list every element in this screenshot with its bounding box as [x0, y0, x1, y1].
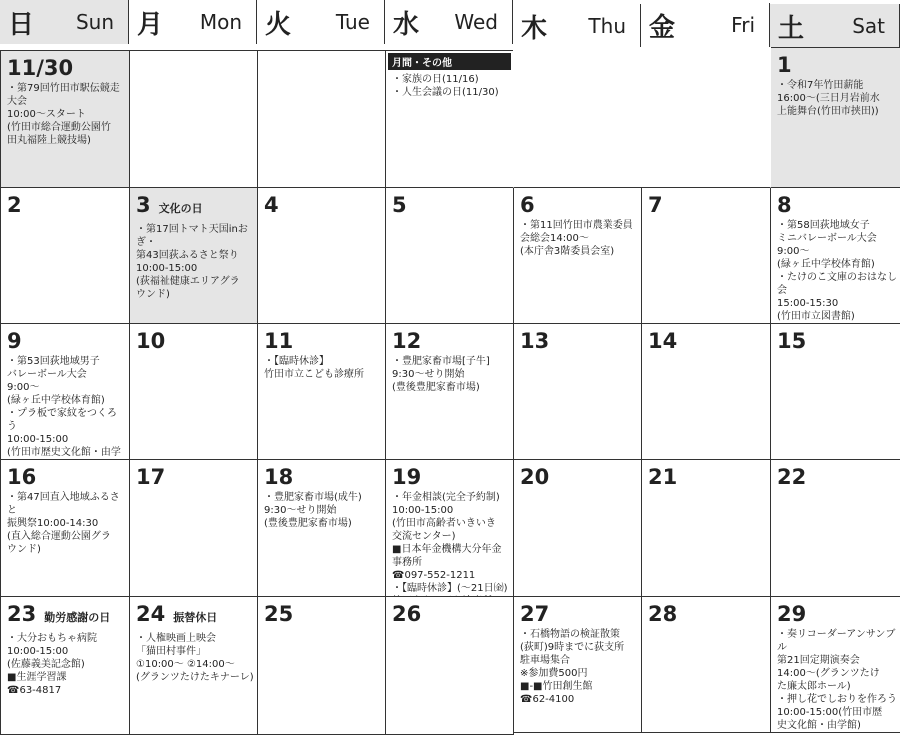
day-cell — [129, 187, 258, 324]
day-number: 19 — [392, 465, 422, 489]
event-list: ・豊肥家畜市場(成牛) 9:30〜せり開始 (豊後豊肥家畜市場) — [264, 492, 362, 529]
event-list: ・第53回荻地域男子 バレーボール大会 9:00〜 (緑ヶ丘中学校体育館) ・プラ板で家紋をつくろう 10:00-15:00 (竹田市歴史文化館・由学 — [7, 356, 121, 458]
day-header — [392, 194, 513, 216]
weekday-en: Tue — [335, 10, 370, 34]
event-list: ・豊肥家畜市場[子牛] 9:30〜せり開始 (豊後豊肥家畜市場) — [392, 356, 490, 393]
day-cell — [129, 459, 258, 597]
weekday-header-fri — [641, 3, 770, 47]
day-number: 14 — [648, 329, 678, 353]
day-header — [7, 194, 129, 216]
day-header — [264, 603, 385, 625]
day-header — [7, 603, 129, 629]
day-header — [7, 330, 129, 352]
day-header — [520, 603, 641, 625]
weekday-header-mon — [129, 0, 257, 44]
day-cell — [385, 323, 514, 460]
weekday-en: Sat — [852, 14, 885, 38]
day-cell — [385, 596, 514, 735]
day-number: 23 — [7, 602, 37, 626]
day-number: 26 — [392, 602, 422, 626]
day-header — [777, 466, 900, 488]
event-list: ・家族の日(11/16) ・人生会議の日(11/30) — [392, 74, 499, 98]
day-header — [777, 603, 900, 625]
day-number: 29 — [777, 602, 807, 626]
day-cell — [513, 459, 642, 597]
day-header — [520, 466, 641, 488]
day-header — [136, 466, 257, 488]
day-cell — [129, 50, 258, 188]
day-number: 28 — [648, 602, 678, 626]
event-list: ・第47回直入地域ふるさと 振興祭10:00-14:30 (直入総合運動公園グラ ウンド) — [7, 492, 120, 555]
section-tag: 月間・その他 — [388, 53, 511, 70]
day-header — [136, 330, 257, 352]
event-list: ・【臨時休診】 竹田市立こども診療所 — [264, 356, 364, 380]
day-cell — [641, 323, 771, 460]
weekday-header-sat — [770, 4, 900, 48]
weekday-jp: 木 — [521, 13, 548, 44]
day-cell — [385, 459, 514, 597]
day-number: 13 — [520, 329, 550, 353]
day-number: 7 — [648, 193, 663, 217]
day-header — [7, 57, 129, 79]
day-number: 9 — [7, 329, 22, 353]
day-cell — [513, 187, 642, 324]
day-cell — [0, 596, 130, 735]
day-cell — [641, 187, 771, 324]
weekday-jp: 水 — [393, 9, 420, 40]
day-number: 25 — [264, 602, 294, 626]
day-header — [264, 330, 385, 352]
weekday-en: Mon — [199, 10, 242, 34]
day-cell — [770, 459, 900, 597]
day-cell — [770, 323, 900, 460]
day-header — [392, 466, 513, 488]
weekday-header-sun — [0, 0, 129, 44]
day-header — [648, 603, 770, 625]
day-cell — [257, 50, 386, 188]
weekday-jp: 土 — [778, 13, 805, 44]
holiday-label: 振替休日 — [173, 611, 218, 624]
day-cell — [385, 50, 514, 188]
day-number: 1 — [777, 53, 792, 77]
event-list: ・第58回荻地域女子 ミニバレーボール大会 9:00〜 (緑ヶ丘中学校体育館) ・たけのこ文庫のおはなし会 15:00-15:30 (竹田市立図書館) — [777, 220, 897, 322]
day-header — [520, 194, 641, 216]
day-number: 18 — [264, 465, 294, 489]
event-list: ・石橋物語の検証散策 (荻町)9時までに荻支所 駐車場集合 ※参加費500円 ■-■竹田創生館 ☎62-4100 — [520, 629, 625, 705]
day-cell — [0, 323, 130, 460]
day-cell — [513, 596, 642, 733]
day-cell — [770, 596, 900, 733]
event-list: ・令和7年竹田薪能 16:00〜(三日月岩前水 上能舞台(竹田市挟田)) — [777, 80, 880, 117]
day-number: 2 — [7, 193, 22, 217]
event-list: ・奏リコーダーアンサンブル 第21回定期演奏会 14:00〜(グランツたけ た廉太郎ホール) ・押し花でしおりを作ろう 10:00-15:00(竹田市歴 史文化館・由学館) — [777, 629, 897, 731]
day-number: 6 — [520, 193, 535, 217]
weekday-jp: 金 — [649, 12, 676, 43]
day-cell — [770, 187, 900, 324]
day-number: 4 — [264, 193, 279, 217]
weekday-en: Sun — [75, 10, 114, 34]
day-cell — [641, 596, 771, 733]
day-header — [777, 54, 900, 76]
weekday-jp: 火 — [265, 9, 292, 40]
day-header — [777, 330, 900, 352]
day-number: 21 — [648, 465, 678, 489]
day-number: 3 — [136, 193, 151, 217]
day-cell — [385, 187, 514, 324]
day-cell — [513, 323, 642, 460]
day-number: 27 — [520, 602, 550, 626]
day-number: 15 — [777, 329, 807, 353]
day-cell — [129, 596, 258, 735]
weekday-en: Thu — [588, 14, 626, 38]
day-number: 17 — [136, 465, 166, 489]
holiday-label: 文化の日 — [158, 202, 203, 215]
day-cell — [257, 323, 386, 460]
day-header — [520, 330, 641, 352]
event-list: ・第17回トマト天国inおぎ・ 第43回荻ふるさと祭り 10:00-15:00 (荻福祉健康エリアグラ ウンド) — [136, 224, 248, 300]
day-header — [136, 194, 257, 220]
event-list: ・年金相談(完全予約制) 10:00-15:00 (竹田市高齢者いきいき 交流センター) ■日本年金機構大分年金事務所 ☎097-552-1211 ・【臨時休診】(〜21日㈮) — [392, 492, 508, 594]
weekday-en: Wed — [454, 10, 498, 34]
day-cell — [129, 323, 258, 460]
event-list: ・人権映画上映会 「猫田村事件」 ①10:00〜 ②14:00〜 (グランツたけたキナーレ) — [136, 633, 254, 683]
event-list: ・第11回竹田市農業委員 会総会14:00〜 (本庁舎3階委員会室) — [520, 220, 633, 257]
holiday-label: 勤労感謝の日 — [44, 611, 111, 624]
event-list: ・第79回竹田市駅伝競走 大会 10:00〜スタート (竹田市総合運動公園竹 田丸福陸上競技場) — [7, 83, 120, 146]
weekday-header-tue — [257, 0, 385, 44]
day-header — [392, 330, 513, 352]
day-header — [777, 194, 900, 216]
day-number: 10 — [136, 329, 166, 353]
day-cell — [257, 596, 386, 735]
weekday-header-thu — [513, 4, 641, 48]
weekday-jp: 月 — [137, 9, 164, 40]
day-header — [264, 194, 385, 216]
day-number: 5 — [392, 193, 407, 217]
day-cell — [257, 187, 386, 324]
day-cell — [0, 459, 130, 597]
event-list: ・大分おもちゃ病院 10:00-15:00 (佐藤義美記念館) ■生涯学習課 ☎63-4817 — [7, 633, 97, 696]
day-number: 11/30 — [7, 56, 74, 80]
day-number: 16 — [7, 465, 37, 489]
day-header — [392, 603, 513, 625]
day-cell — [641, 459, 771, 597]
weekday-en: Fri — [731, 13, 755, 37]
weekday-jp: 日 — [8, 9, 35, 40]
day-cell — [0, 187, 130, 324]
day-header — [648, 466, 770, 488]
day-header — [136, 603, 257, 629]
weekday-header-wed — [385, 0, 513, 44]
day-header — [264, 466, 385, 488]
day-number: 24 — [136, 602, 166, 626]
day-header — [648, 194, 770, 216]
day-header — [648, 330, 770, 352]
day-cell — [770, 47, 900, 188]
day-header — [7, 466, 129, 488]
day-number: 12 — [392, 329, 422, 353]
day-number: 8 — [777, 193, 792, 217]
day-cell — [0, 50, 130, 188]
day-number: 20 — [520, 465, 550, 489]
day-number: 22 — [777, 465, 807, 489]
day-cell — [257, 459, 386, 597]
blank-cell — [513, 47, 771, 188]
day-number: 11 — [264, 329, 294, 353]
